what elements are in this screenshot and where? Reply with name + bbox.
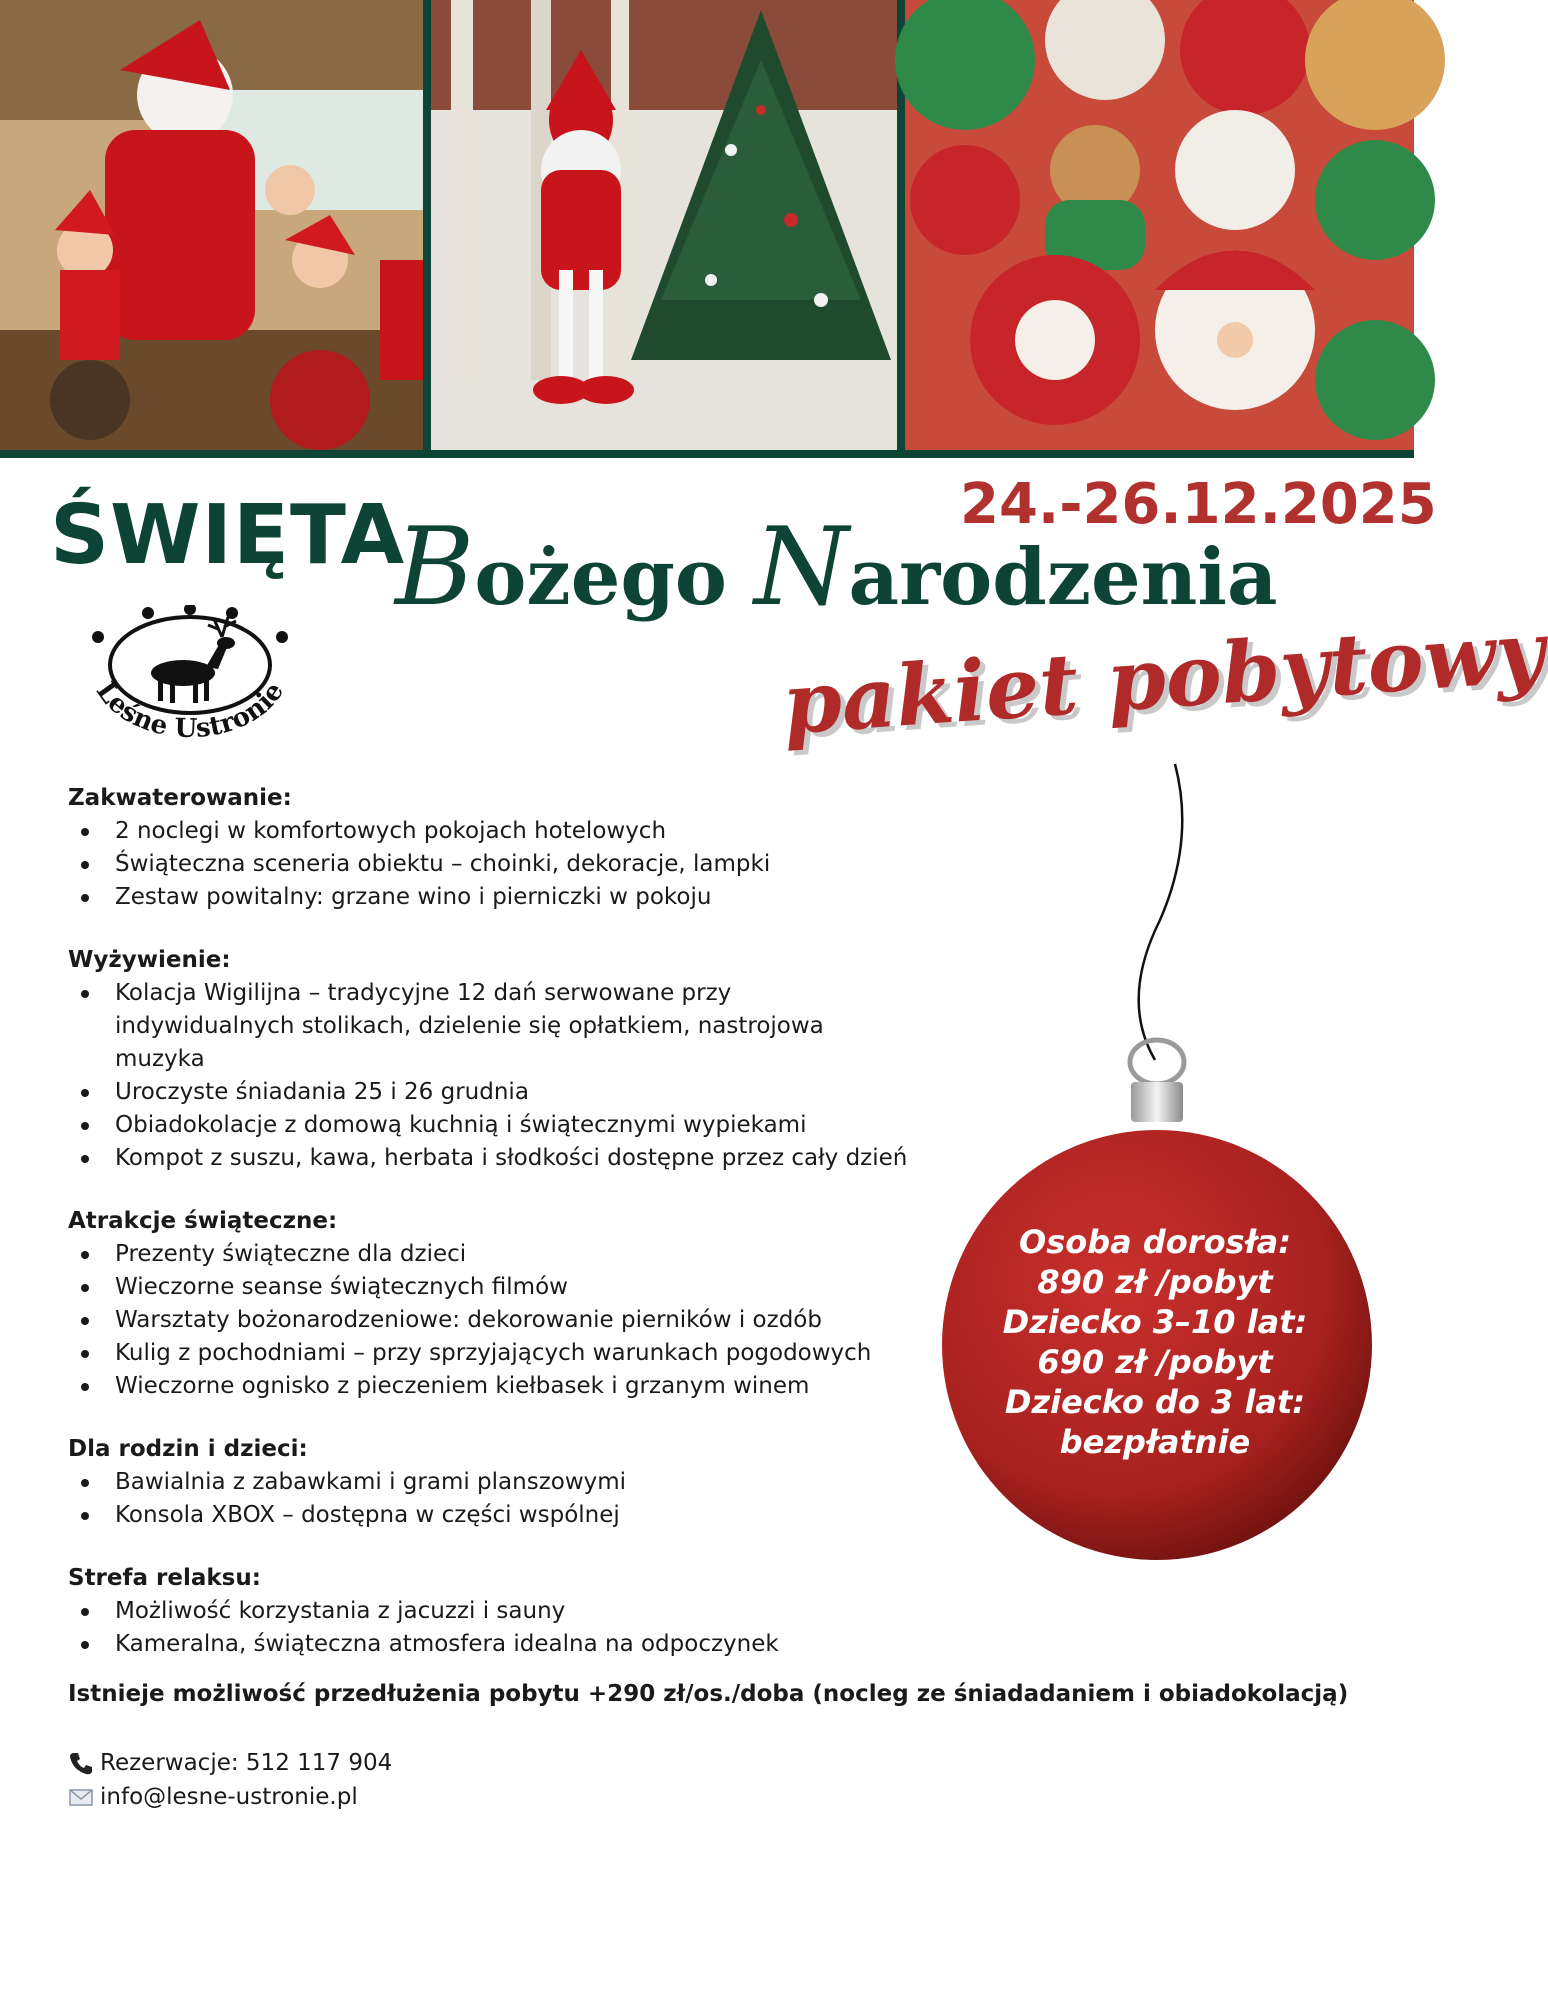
gingerbread-cookies-photo bbox=[905, 0, 1414, 450]
photo-banner bbox=[0, 0, 1414, 458]
stay-extension-note: Istnieje możliwość przedłużenia pobytu +290 zł/os./doba (nocleg ze śniadadaniem i obiadokolacją) bbox=[68, 1681, 1349, 1707]
title-script-cap-n: N bbox=[754, 505, 849, 630]
section-catering bbox=[68, 944, 988, 1175]
section-heading: Atrakcje świąteczne: bbox=[68, 1208, 338, 1234]
list-item: Świąteczna sceneria obiektu – choinki, dekoracje, lampki bbox=[68, 848, 988, 881]
price-adult-value: 890 zł /pobyt bbox=[1037, 1263, 1273, 1301]
list-item: Bawialnia z zabawkami i grami planszowymi bbox=[68, 1466, 988, 1499]
lesne-ustronie-logo bbox=[78, 605, 303, 755]
envelope-icon bbox=[68, 1784, 94, 1810]
price-list bbox=[960, 1222, 1350, 1462]
list-item: Uroczyste śniadania 25 i 26 grudnia bbox=[68, 1076, 988, 1109]
list-item: Kolacja Wigilijna – tradycyjne 12 dań serwowane przy indywidualnych stolikach, dzielenie się opłatkiem, nastrojowa muzyka bbox=[68, 977, 875, 1076]
santa-with-children-photo bbox=[0, 0, 423, 450]
list-item: Wieczorne seanse świątecznych filmów bbox=[68, 1271, 988, 1304]
list-item: Warsztaty bożonarodzeniowe: dekorowanie pierników i ozdób bbox=[68, 1304, 988, 1337]
section-heading: Zakwaterowanie: bbox=[68, 785, 292, 811]
phone-row bbox=[68, 1746, 392, 1780]
section-heading: Wyżywienie: bbox=[68, 947, 231, 973]
price-child-value: 690 zł /pobyt bbox=[1037, 1343, 1273, 1381]
package-label: pakiet pobytowy bbox=[779, 601, 1548, 754]
list-item: Kameralna, świąteczna atmosfera idealna na odpoczynek bbox=[68, 1628, 988, 1661]
section-attractions bbox=[68, 1205, 988, 1403]
christmas-tree-photo bbox=[431, 0, 897, 450]
list-item: Kulig z pochodniami – przy sprzyjających warunkach pogodowych bbox=[68, 1337, 988, 1370]
package-details bbox=[68, 782, 988, 1691]
list-item: Prezenty świąteczne dla dzieci bbox=[68, 1238, 988, 1271]
title-swieta: ŚWIĘTA bbox=[50, 488, 406, 583]
price-infant-label: Dziecko do 3 lat: bbox=[1004, 1383, 1306, 1421]
list-item: Obiadokolacje z domową kuchnią i świątecznymi wypiekami bbox=[68, 1109, 988, 1142]
title-script-word-2: arodzenia bbox=[848, 532, 1278, 623]
title-script-word-1: ożego bbox=[474, 532, 755, 623]
price-child-label: Dziecko 3–10 lat: bbox=[1002, 1303, 1308, 1341]
email-row bbox=[68, 1780, 392, 1814]
contact-info bbox=[68, 1746, 392, 1814]
list-item: Kompot z suszu, kawa, herbata i słodkości dostępne przez cały dzień bbox=[68, 1142, 988, 1175]
list-item: Zestaw powitalny: grzane wino i pierniczki w pokoju bbox=[68, 881, 988, 914]
logo-text: Leśne Ustronie bbox=[89, 676, 291, 745]
list-item: Konsola XBOX – dostępna w części wspólnej bbox=[68, 1499, 988, 1532]
event-date: 24.-26.12.2025 bbox=[960, 472, 1437, 537]
list-item: Wieczorne ognisko z pieczeniem kiełbasek i grzanym winem bbox=[68, 1370, 988, 1403]
list-item: Możliwość korzystania z jacuzzi i sauny bbox=[68, 1595, 988, 1628]
section-relax bbox=[68, 1562, 988, 1661]
section-families bbox=[68, 1433, 988, 1532]
section-heading: Strefa relaksu: bbox=[68, 1565, 261, 1591]
list-item: 2 noclegi w komfortowych pokojach hotelowych bbox=[68, 815, 988, 848]
section-accommodation bbox=[68, 782, 988, 914]
price-infant-value: bezpłatnie bbox=[1059, 1423, 1251, 1461]
price-adult-label: Osoba dorosła: bbox=[1019, 1223, 1291, 1261]
section-heading: Dla rodzin i dzieci: bbox=[68, 1436, 308, 1462]
phone-text[interactable]: Rezerwacje: 512 117 904 bbox=[100, 1750, 393, 1776]
title-script-cap-b: B bbox=[395, 505, 475, 630]
email-link[interactable]: info@lesne-ustronie.pl bbox=[100, 1784, 358, 1810]
phone-icon bbox=[68, 1750, 94, 1776]
